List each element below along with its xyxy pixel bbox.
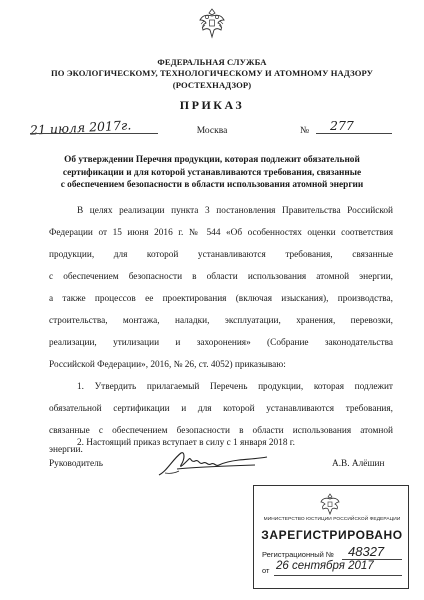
order-heading-line2: сертификации и для которой устанавливаются требования, связанные bbox=[62, 168, 362, 178]
stamp-coat-of-arms-icon bbox=[319, 492, 341, 516]
order-heading-line3: с обеспечением безопасности в области использования атомной энергии bbox=[60, 180, 364, 190]
stamp-date-underline bbox=[274, 575, 402, 576]
agency-abbreviation: (РОСТЕХНАДЗОР) bbox=[172, 80, 252, 90]
stamp-registration-number-label: Регистрационный № bbox=[262, 550, 334, 559]
body-paragraph-line: Федерации от 15 июня 2016 г. № 544 «Об особенностях оценки соответствия bbox=[49, 228, 393, 238]
city: Москва bbox=[196, 126, 228, 136]
number-sign: № bbox=[300, 126, 310, 136]
body-paragraph-line: Российской Федерации», 2016, № 26, ст. 4052) приказываю: bbox=[49, 360, 286, 370]
body-paragraph-line: строительства, монтажа, наладки, эксплуатации, хранения, перевозки, bbox=[49, 316, 393, 326]
body-paragraph-line: реализации, утилизации и захоронения» (Собрание законодательства bbox=[49, 338, 393, 348]
item-2-line: 2. Настоящий приказ вступает в силу с 1 января 2018 г. bbox=[77, 438, 295, 448]
signatory-name: А.В. Алёшин bbox=[332, 459, 385, 469]
body-paragraph-line: с обеспечением безопасности в области использования атомной энергии, bbox=[49, 272, 393, 282]
stamp-date-label: от bbox=[262, 566, 270, 575]
number-underline bbox=[316, 133, 392, 134]
stamp-ministry-name: МИНИСТЕРСТВО ЮСТИЦИИ РОССИЙСКОЙ ФЕДЕРАЦИИ bbox=[263, 517, 401, 522]
signature-icon bbox=[155, 447, 273, 481]
item-1-line: энергии. bbox=[49, 445, 83, 455]
handwritten-order-number: 277 bbox=[330, 118, 354, 133]
signatory-role: Руководитель bbox=[49, 459, 103, 469]
item-1-line: связанные с обеспечением безопасности в области использования атомной bbox=[49, 426, 393, 436]
body-paragraph-line: а также процессов ее проектирования (включая изыскания), производства, bbox=[49, 294, 393, 304]
body-paragraph-line: В целях реализации пункта 3 постановления Правительства Российской bbox=[77, 206, 393, 216]
registration-stamp bbox=[253, 485, 409, 589]
item-1-line: 1. Утвердить прилагаемый Перечень продукции, которая подлежит bbox=[77, 382, 393, 392]
agency-name-line2: ПО ЭКОЛОГИЧЕСКОМУ, ТЕХНОЛОГИЧЕСКОМУ И АТОМНОМУ НАДЗОРУ bbox=[50, 68, 374, 78]
stamp-registration-date: 26 сентября 2017 bbox=[276, 560, 374, 572]
item-1-line: обязательной сертификации и для которой устанавливаются требования, bbox=[49, 404, 393, 414]
handwritten-date: 21 июля 2017г. bbox=[29, 117, 132, 138]
stamp-registered-label: ЗАРЕГИСТРИРОВАНО bbox=[261, 528, 403, 542]
body-paragraph-line: продукции, для которой устанавливаются требования, связанные bbox=[49, 250, 393, 260]
document-title: ПРИКАЗ bbox=[179, 98, 245, 112]
coat-of-arms-icon bbox=[198, 6, 226, 40]
order-heading-line1: Об утверждении Перечня продукции, которая подлежит обязательной bbox=[64, 155, 360, 165]
stamp-registration-number: 48327 bbox=[348, 544, 385, 559]
agency-name-line1: ФЕДЕРАЛЬНАЯ СЛУЖБА bbox=[157, 57, 267, 67]
